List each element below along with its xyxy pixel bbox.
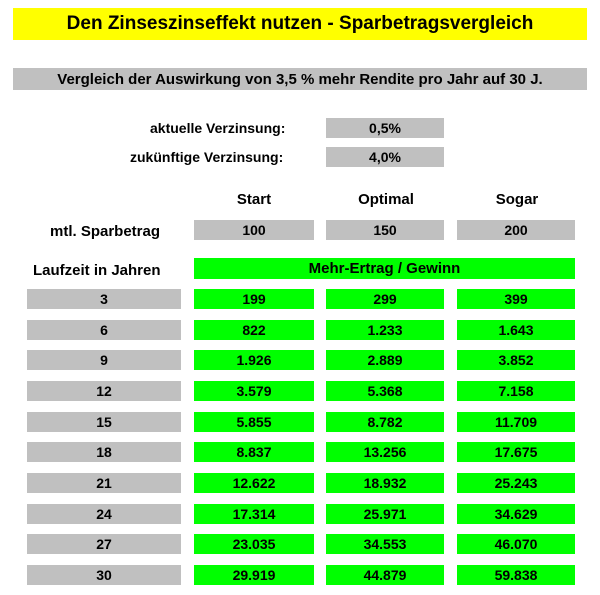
savings-cell-start[interactable]: 100 bbox=[194, 220, 314, 240]
gain-cell-optimal[interactable]: 25.971 bbox=[326, 504, 444, 524]
years-cell[interactable]: 21 bbox=[27, 473, 181, 493]
savings-label: mtl. Sparbetrag bbox=[50, 223, 161, 240]
gain-cell-start[interactable]: 822 bbox=[194, 320, 314, 340]
future-rate-cell[interactable]: 4,0% bbox=[326, 147, 444, 167]
years-cell[interactable]: 3 bbox=[27, 289, 181, 309]
gain-cell-optimal[interactable]: 1.233 bbox=[326, 320, 444, 340]
gain-cell-sogar[interactable]: 399 bbox=[457, 289, 575, 309]
gain-cell-optimal[interactable]: 18.932 bbox=[326, 473, 444, 493]
gain-cell-sogar[interactable]: 59.838 bbox=[457, 565, 575, 585]
gain-cell-sogar[interactable]: 11.709 bbox=[457, 412, 575, 432]
years-cell[interactable]: 12 bbox=[27, 381, 181, 401]
gain-cell-sogar[interactable]: 46.070 bbox=[457, 534, 575, 554]
gain-cell-sogar[interactable]: 3.852 bbox=[457, 350, 575, 370]
current-rate-cell[interactable]: 0,5% bbox=[326, 118, 444, 138]
subtitle-banner: Vergleich der Auswirkung von 3,5 % mehr Rendite pro Jahr auf 30 J. bbox=[13, 68, 587, 90]
current-rate-label: aktuelle Verzinsung: bbox=[150, 120, 286, 136]
column-header-sogar: Sogar bbox=[495, 191, 539, 208]
gain-cell-optimal[interactable]: 8.782 bbox=[326, 412, 444, 432]
gain-cell-sogar[interactable]: 1.643 bbox=[457, 320, 575, 340]
page-title: Den Zinseszinseffekt nutzen - Sparbetragsvergleich bbox=[13, 8, 587, 40]
savings-cell-sogar[interactable]: 200 bbox=[457, 220, 575, 240]
gain-cell-optimal[interactable]: 13.256 bbox=[326, 442, 444, 462]
years-cell[interactable]: 24 bbox=[27, 504, 181, 524]
years-cell[interactable]: 15 bbox=[27, 412, 181, 432]
gain-cell-start[interactable]: 5.855 bbox=[194, 412, 314, 432]
savings-cell-optimal[interactable]: 150 bbox=[326, 220, 444, 240]
years-cell[interactable]: 30 bbox=[27, 565, 181, 585]
gain-cell-start[interactable]: 8.837 bbox=[194, 442, 314, 462]
gain-cell-start[interactable]: 3.579 bbox=[194, 381, 314, 401]
future-rate-label: zukünftige Verzinsung: bbox=[130, 149, 284, 165]
gain-cell-start[interactable]: 199 bbox=[194, 289, 314, 309]
gain-cell-sogar[interactable]: 25.243 bbox=[457, 473, 575, 493]
years-cell[interactable]: 27 bbox=[27, 534, 181, 554]
gain-cell-sogar[interactable]: 17.675 bbox=[457, 442, 575, 462]
duration-header: Laufzeit in Jahren bbox=[33, 262, 161, 279]
gain-cell-start[interactable]: 23.035 bbox=[194, 534, 314, 554]
years-cell[interactable]: 9 bbox=[27, 350, 181, 370]
gain-cell-optimal[interactable]: 44.879 bbox=[326, 565, 444, 585]
years-cell[interactable]: 6 bbox=[27, 320, 181, 340]
gain-cell-optimal[interactable]: 299 bbox=[326, 289, 444, 309]
column-header-optimal: Optimal bbox=[358, 191, 414, 208]
gain-cell-sogar[interactable]: 34.629 bbox=[457, 504, 575, 524]
gain-cell-start[interactable]: 29.919 bbox=[194, 565, 314, 585]
gain-header: Mehr-Ertrag / Gewinn bbox=[194, 258, 575, 279]
gain-cell-optimal[interactable]: 5.368 bbox=[326, 381, 444, 401]
gain-cell-optimal[interactable]: 2.889 bbox=[326, 350, 444, 370]
gain-cell-start[interactable]: 1.926 bbox=[194, 350, 314, 370]
column-header-start: Start bbox=[236, 191, 272, 208]
gain-cell-sogar[interactable]: 7.158 bbox=[457, 381, 575, 401]
gain-cell-optimal[interactable]: 34.553 bbox=[326, 534, 444, 554]
gain-cell-start[interactable]: 12.622 bbox=[194, 473, 314, 493]
gain-cell-start[interactable]: 17.314 bbox=[194, 504, 314, 524]
years-cell[interactable]: 18 bbox=[27, 442, 181, 462]
